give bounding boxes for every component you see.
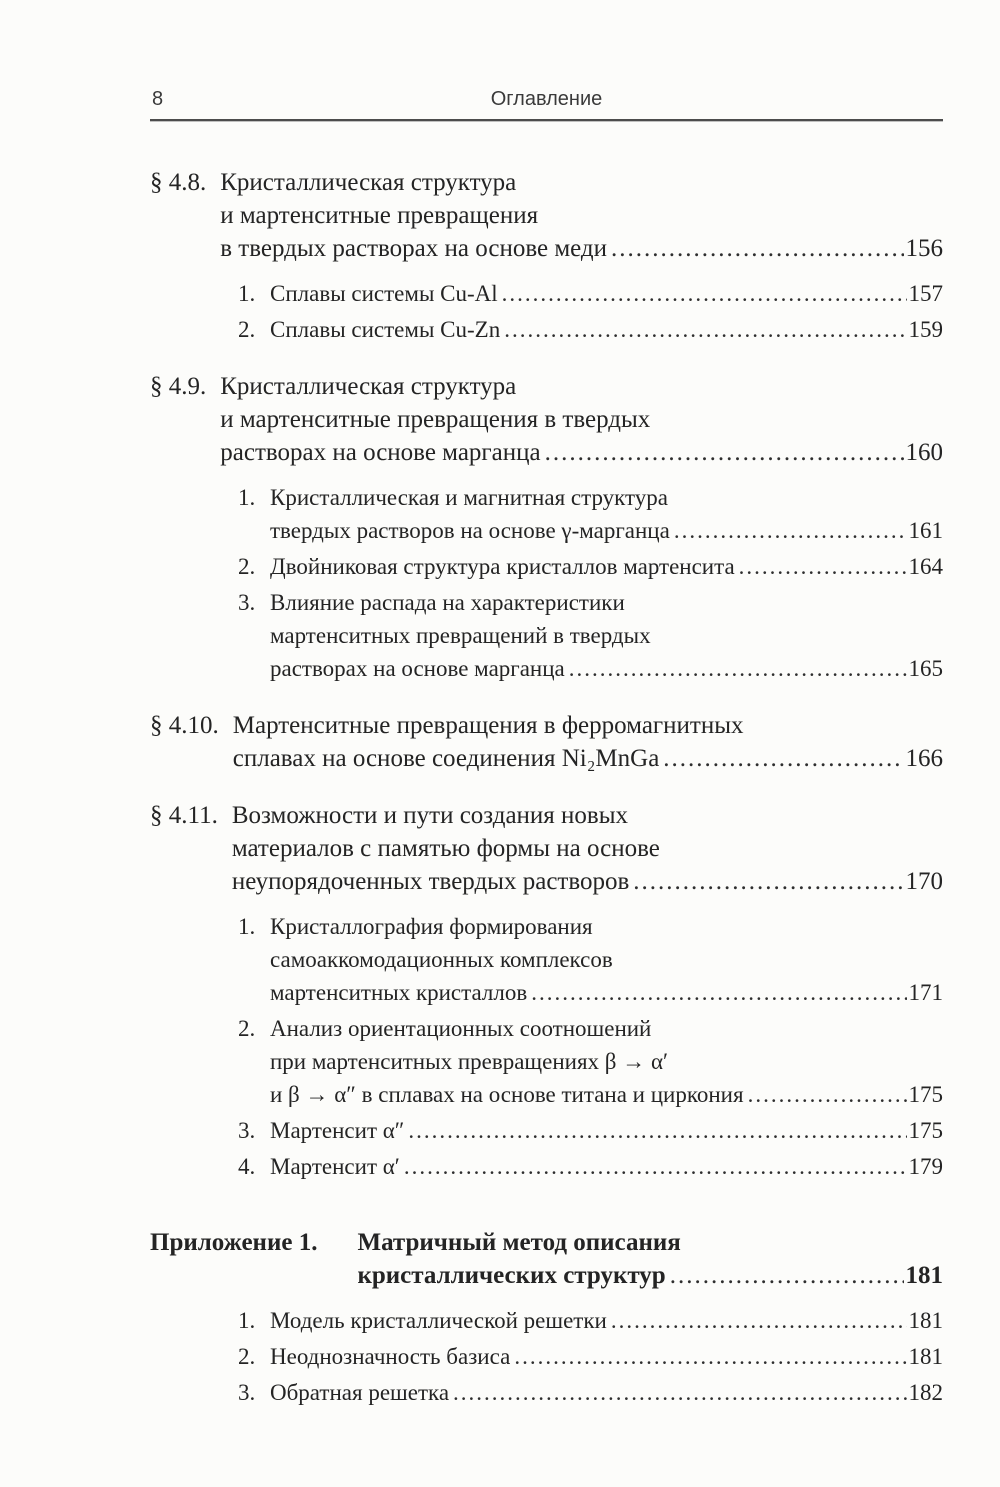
subitem-number: 2. (238, 1016, 256, 1041)
running-head (150, 88, 943, 110)
toc-entry-4-9 (150, 370, 943, 685)
subitem-line-text: Мартенсит α′ (270, 1154, 400, 1179)
page-number: 175 (908, 1082, 943, 1107)
entry-line: и мартенситные превращения (220, 202, 539, 229)
toc-subitem (150, 1150, 943, 1183)
entry-label: § 4.8. (150, 169, 207, 196)
header-rule (150, 119, 943, 121)
subitem-line (270, 1150, 943, 1183)
subitem-line-text: мартенситных кристаллов (270, 980, 528, 1005)
dots-leader (514, 1340, 906, 1373)
entry-line-text: кристаллических структур (357, 1262, 666, 1289)
dots-leader (611, 1304, 907, 1337)
subitem-line (270, 1304, 943, 1337)
subitem-number: 4. (238, 1154, 256, 1179)
entry-label: § 4.9. (150, 373, 207, 400)
subitem-body (270, 1150, 943, 1183)
subitem-line-text: твердых растворов на основе γ-марганца (270, 518, 670, 543)
subitem-body (270, 1376, 943, 1409)
entry-line-text: в твердых растворах на основе меди (220, 235, 608, 262)
entry-label: § 4.10. (150, 712, 219, 739)
page-number: 165 (908, 656, 943, 681)
subitem-body (270, 1304, 943, 1337)
dots-leader (674, 514, 907, 547)
entry-line: Матричный метод описания (357, 1229, 681, 1256)
subitem-number: 1. (238, 1308, 256, 1333)
subitem-line (270, 976, 943, 1009)
toc-subitem (150, 277, 943, 310)
subitem-line (270, 1078, 943, 1111)
page-number: 181 (908, 1344, 943, 1369)
page-number: 182 (908, 1380, 943, 1405)
subitem-body (270, 550, 943, 583)
subitem-line-text: растворах на основе марганца (270, 656, 565, 681)
dots-leader (408, 1114, 906, 1147)
subitem-line-text: Обратная решетка (270, 1380, 450, 1405)
page-number: 171 (908, 980, 943, 1005)
toc-entry-4-8 (150, 166, 943, 346)
subitem-line-text: и β → α″ в сплавах на основе титана и циркония (270, 1082, 744, 1107)
toc-subitem (150, 586, 943, 685)
toc-subitem (150, 481, 943, 547)
subitem-line (270, 1114, 943, 1147)
subitem-line-text: Мартенсит α″ (270, 1118, 405, 1143)
subitem-number: 3. (238, 1380, 256, 1405)
entry-line: и мартенситные превращения в твердых (220, 406, 651, 433)
entry-head (150, 1226, 943, 1292)
subitem-number: 3. (238, 1118, 256, 1143)
subitem-line (270, 550, 943, 583)
subitem-line (270, 1340, 943, 1373)
toc-subitem (150, 910, 943, 1009)
subitem-body (270, 910, 943, 1009)
page-number: 161 (908, 518, 943, 543)
subitem-line: самоаккомодационных комплексов (270, 947, 613, 972)
toc-subitem (150, 550, 943, 583)
dots-leader (663, 742, 903, 775)
subitem-body (270, 1114, 943, 1147)
subitem-body (270, 1012, 943, 1111)
toc-entry-4-11 (150, 799, 943, 1183)
subitem-number: 1. (238, 485, 256, 510)
entry-head (150, 799, 943, 898)
subitem-line (270, 514, 943, 547)
subitem-line: Кристаллическая и магнитная структура (270, 485, 668, 510)
page-number: 181 (908, 1308, 943, 1333)
subitem-number: 3. (238, 590, 256, 615)
entry-head (150, 370, 943, 469)
dots-leader (611, 232, 903, 265)
toc-subitem (150, 1304, 943, 1337)
dots-leader (545, 436, 904, 469)
toc-subitem (150, 1012, 943, 1111)
entry-line: Возможности и пути создания новых (231, 802, 629, 829)
subitem-body (270, 313, 943, 346)
page-number: 159 (908, 317, 943, 342)
entry-subitems (150, 1304, 943, 1409)
entry-line: Кристаллическая структура (220, 169, 517, 196)
page-number: 179 (908, 1154, 943, 1179)
subitem-body (270, 586, 943, 685)
toc-subitem (150, 1376, 943, 1409)
subitem-line (270, 1376, 943, 1409)
toc-entry-4-10 (150, 709, 943, 775)
entry-subitems (150, 277, 943, 346)
subitem-line (270, 652, 943, 685)
dots-leader (633, 865, 903, 898)
entry-body (220, 370, 943, 469)
entry-label: § 4.11. (150, 802, 218, 829)
dots-leader (504, 313, 906, 346)
entry-subitems (150, 910, 943, 1183)
subitem-line: Анализ ориентационных соотношений (270, 1016, 652, 1041)
entry-line-text: сплавах на основе соединения Ni₂MnGa (232, 745, 660, 772)
dots-leader (502, 277, 907, 310)
subitem-line-text: Модель кристаллической решетки (270, 1308, 607, 1333)
entry-body (232, 799, 943, 898)
entry-subitems (150, 481, 943, 685)
dots-leader (404, 1150, 907, 1183)
entry-line (220, 436, 943, 469)
table-of-contents (150, 166, 943, 1409)
subitem-line: при мартенситных превращениях β → α′ (270, 1049, 669, 1074)
entry-body (220, 166, 943, 265)
subitem-number: 2. (238, 317, 256, 342)
running-head-title: Оглавление (490, 88, 603, 110)
subitem-line: Кристаллография формирования (270, 914, 593, 939)
dots-leader (670, 1259, 904, 1292)
entry-line-text: неупорядоченных твердых растворов (231, 868, 630, 895)
toc-subitem (150, 1340, 943, 1373)
page-number: 157 (908, 281, 943, 306)
toc-subitem (150, 313, 943, 346)
entry-line (220, 232, 943, 265)
entry-line: Мартенситные превращения в ферромагнитных (232, 712, 744, 739)
toc-subitem (150, 1114, 943, 1147)
dots-leader (569, 652, 907, 685)
toc-entry-appendix-1 (150, 1226, 943, 1409)
entry-line (233, 742, 943, 775)
page-number: 156 (905, 235, 943, 262)
entry-line-text: растворах на основе марганца (220, 439, 541, 466)
subitem-line-text: Сплавы системы Cu-Al (270, 281, 498, 306)
entry-line (232, 865, 943, 898)
entry-body (233, 709, 943, 775)
subitem-body (270, 277, 943, 310)
entry-line: материалов с памятью формы на основе (231, 835, 660, 862)
page-number: 166 (905, 745, 943, 772)
subitem-line (270, 277, 943, 310)
entry-line: Кристаллическая структура (220, 373, 517, 400)
entry-head (150, 166, 943, 265)
page-number: 181 (905, 1262, 943, 1289)
page-number: 164 (908, 554, 943, 579)
page-number: 170 (905, 868, 943, 895)
subitem-number: 2. (238, 554, 256, 579)
entry-body (357, 1226, 943, 1292)
dots-leader (453, 1376, 906, 1409)
page-number: 160 (905, 439, 943, 466)
subitem-line-text: Двойниковая структура кристаллов мартенсита (270, 554, 735, 579)
dots-leader (748, 1078, 907, 1111)
subitem-line: мартенситных превращений в твердых (270, 623, 651, 648)
dots-leader (531, 976, 906, 1009)
subitem-line-text: Неоднозначность базиса (270, 1344, 511, 1369)
entry-line (357, 1259, 943, 1292)
subitem-body (270, 481, 943, 547)
subitem-number: 1. (238, 914, 256, 939)
page-number: 175 (908, 1118, 943, 1143)
subitem-line-text: Сплавы системы Cu-Zn (270, 317, 501, 342)
dots-leader (739, 550, 907, 583)
subitem-number: 2. (238, 1344, 256, 1369)
page-folio: 8 (152, 88, 164, 110)
entry-label: Приложение 1. (150, 1229, 318, 1256)
subitem-number: 1. (238, 281, 256, 306)
subitem-line: Влияние распада на характеристики (270, 590, 625, 615)
subitem-line (270, 313, 943, 346)
subitem-body (270, 1340, 943, 1373)
entry-head (150, 709, 943, 775)
